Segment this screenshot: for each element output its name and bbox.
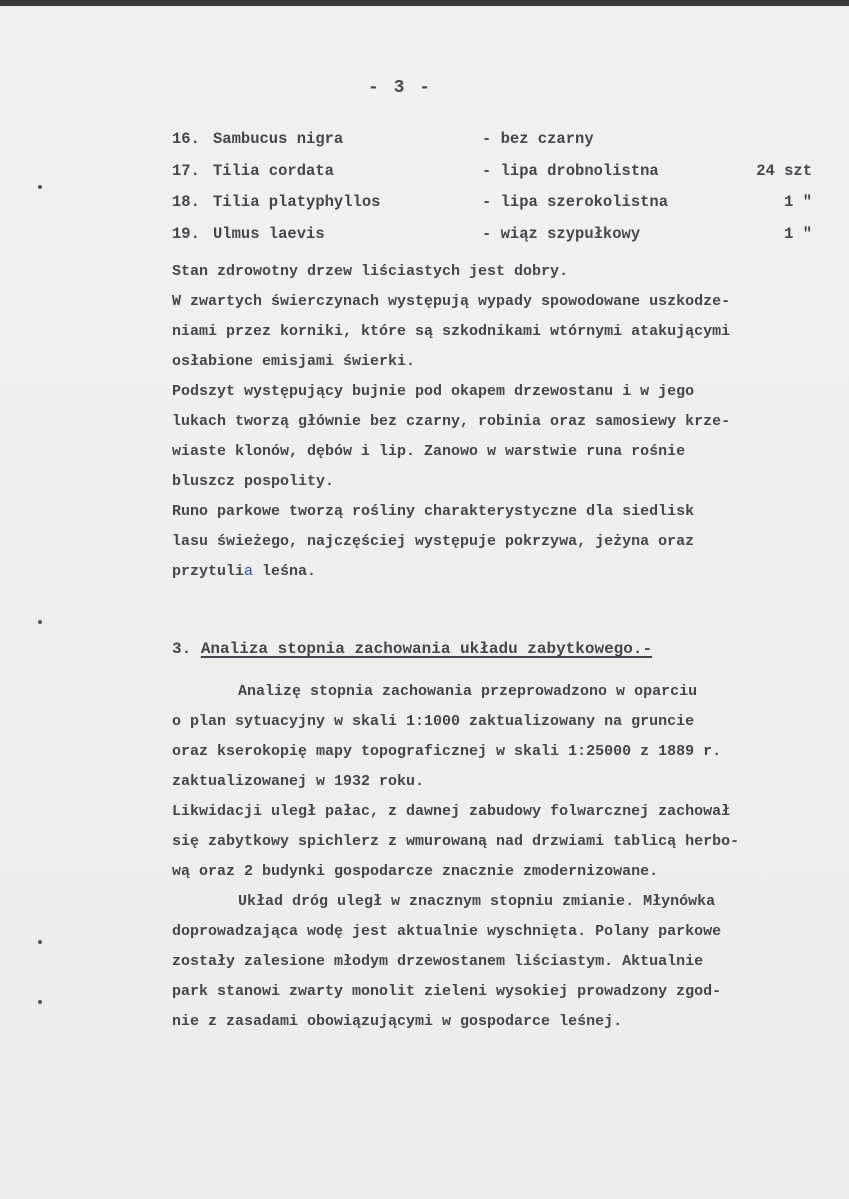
section-number: 3. xyxy=(172,640,192,658)
species-list xyxy=(172,130,822,256)
species-polish-name: - bez czarny xyxy=(482,130,594,148)
scan-top-edge xyxy=(0,0,849,6)
text-fragment: leśna. xyxy=(253,563,317,580)
species-number: 16. xyxy=(172,130,200,148)
text-line: się zabytkowy spichlerz z wmurowaną nad drzwiami tablicą herbo- xyxy=(172,833,740,850)
text-line: niami przez korniki, które są szkodnikami wtórnymi atakującymi xyxy=(172,323,731,340)
species-row xyxy=(172,162,822,194)
text-line: doprowadzająca wodę jest aktualnie wyschnięta. Polany parkowe xyxy=(172,923,722,940)
species-polish-name: - wiąz szypułkowy xyxy=(482,224,641,243)
text-line: oraz kserokopię mapy topograficznej w skali 1:25000 z 1889 r. xyxy=(172,743,722,760)
health-paragraph xyxy=(172,257,822,587)
species-latin-name: Tilia cordata xyxy=(213,161,334,180)
binder-hole-mark xyxy=(38,620,42,624)
text-line xyxy=(172,557,822,587)
species-count: 1 " xyxy=(784,224,812,243)
text-line: wiaste klonów, dębów i lip. Zanowo w warstwie runa rośnie xyxy=(172,443,686,460)
section-title: Analiza stopnia zachowania układu zabytkowego.- xyxy=(200,640,653,658)
text-fragment: przytuli xyxy=(172,563,245,580)
text-line: o plan sytuacyjny w skali 1:1000 zaktualizowany na gruncie xyxy=(172,713,695,730)
text-line: bluszcz pospolity. xyxy=(172,473,335,490)
text-line: Stan zdrowotny drzew liściastych jest dobry. xyxy=(172,263,569,280)
page-number: - 3 - xyxy=(368,78,433,98)
pen-correction: a xyxy=(244,563,254,580)
section-heading xyxy=(172,640,652,658)
binder-hole-mark xyxy=(38,185,42,189)
species-latin-name: Ulmus laevis xyxy=(213,224,325,243)
species-latin-name: Sambucus nigra xyxy=(213,130,344,148)
species-polish-name: - lipa szerokolistna xyxy=(482,193,669,211)
binder-hole-mark xyxy=(38,940,42,944)
species-number: 18. xyxy=(172,193,200,211)
text-line: wą oraz 2 budynki gospodarcze znacznie zmodernizowane. xyxy=(172,863,659,880)
species-count: 24 szt xyxy=(756,161,812,180)
text-line: Analizę stopnia zachowania przeprowadzono w oparciu xyxy=(238,683,698,700)
species-count: 1 " xyxy=(784,193,812,211)
binder-hole-mark xyxy=(38,1000,42,1004)
text-line: nie z zasadami obowiązującymi w gospodarce leśnej. xyxy=(172,1013,623,1030)
species-row xyxy=(172,193,822,225)
species-latin-name: Tilia platyphyllos xyxy=(213,193,381,211)
text-line: Układ dróg uległ w znacznym stopniu zmianie. Młynówka xyxy=(238,893,716,910)
text-line: Runo parkowe tworzą rośliny charakterystyczne dla siedlisk xyxy=(172,503,695,520)
text-line: Likwidacji uległ pałac, z dawnej zabudowy folwarcznej zachował xyxy=(172,803,731,820)
species-polish-name: - lipa drobnolistna xyxy=(482,161,659,180)
text-line: lukach tworzą głównie bez czarny, robinia oraz samosiewy krze- xyxy=(172,413,731,430)
species-row xyxy=(172,225,822,257)
analysis-paragraph xyxy=(172,677,822,1037)
text-line: park stanowi zwarty monolit zieleni wysokiej prowadzony zgod- xyxy=(172,983,722,1000)
text-line: osłabione emisjami świerki. xyxy=(172,353,416,370)
species-row xyxy=(172,130,822,162)
species-number: 17. xyxy=(172,161,200,180)
text-line: Podszyt występujący bujnie pod okapem drzewostanu i w jego xyxy=(172,383,695,400)
text-line: lasu świeżego, najczęściej występuje pokrzywa, jeżyna oraz xyxy=(172,533,695,550)
text-line: W zwartych świerczynach występują wypady spowodowane uszkodze- xyxy=(172,293,731,310)
text-line: zostały zalesione młodym drzewostanem liściastym. Aktualnie xyxy=(172,953,704,970)
species-number: 19. xyxy=(172,224,200,243)
text-line: zaktualizowanej w 1932 roku. xyxy=(172,773,425,790)
